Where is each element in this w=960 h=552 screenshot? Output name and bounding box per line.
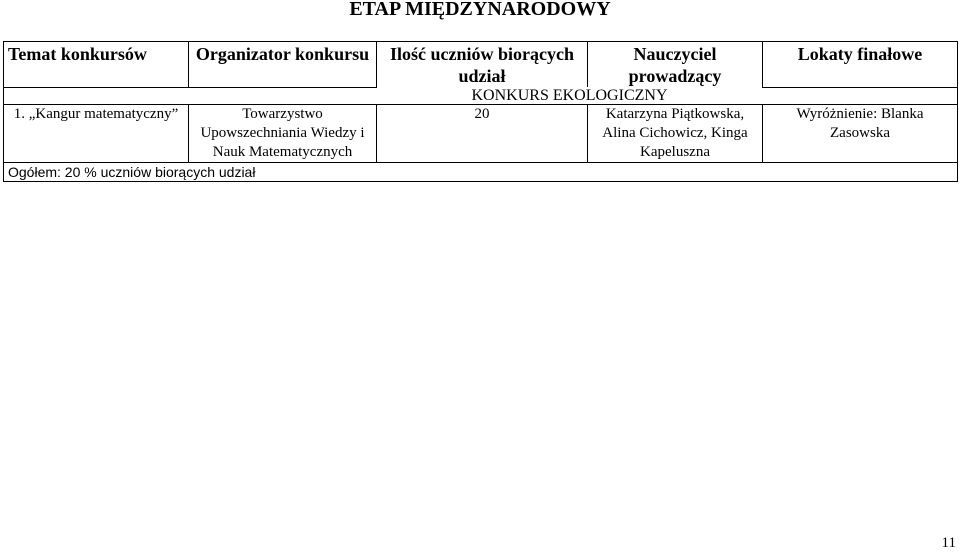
header-organizer: Organizator konkursu	[189, 42, 377, 88]
header-topic: Temat konkursów	[4, 42, 189, 88]
header-count: Ilość uczniów biorących udział	[377, 42, 588, 88]
result-cell: Wyróżnienie: Blanka Zasowska	[763, 105, 958, 163]
section-label: KONKURS EKOLOGICZNY	[377, 87, 763, 105]
total-row	[4, 163, 958, 182]
section-empty-cell	[189, 87, 377, 105]
header-teacher: Nauczyciel prowadzący	[588, 42, 763, 88]
total-cell: Ogółem: 20 % uczniów biorących udział	[4, 163, 958, 182]
section-row	[4, 87, 958, 105]
teachers-cell: Katarzyna Piątkowska, Alina Cichowicz, Kinga Kapeluszna	[588, 105, 763, 163]
count-cell: 20	[377, 105, 588, 163]
header-results: Lokaty finałowe	[763, 42, 958, 88]
table-row	[4, 105, 958, 163]
section-empty-cell	[763, 87, 958, 105]
competition-table	[3, 41, 958, 182]
topic-cell: 1. „Kangur matematyczny”	[4, 105, 189, 163]
page-title: ETAP MIĘDZYNARODOWY	[349, 0, 611, 20]
organizer-cell: Towarzystwo Upowszechniania Wiedzy i Nauk Matematycznych	[189, 105, 377, 163]
table-header-row	[4, 42, 958, 88]
section-empty-cell	[4, 87, 189, 105]
page-number: 11	[941, 535, 956, 551]
